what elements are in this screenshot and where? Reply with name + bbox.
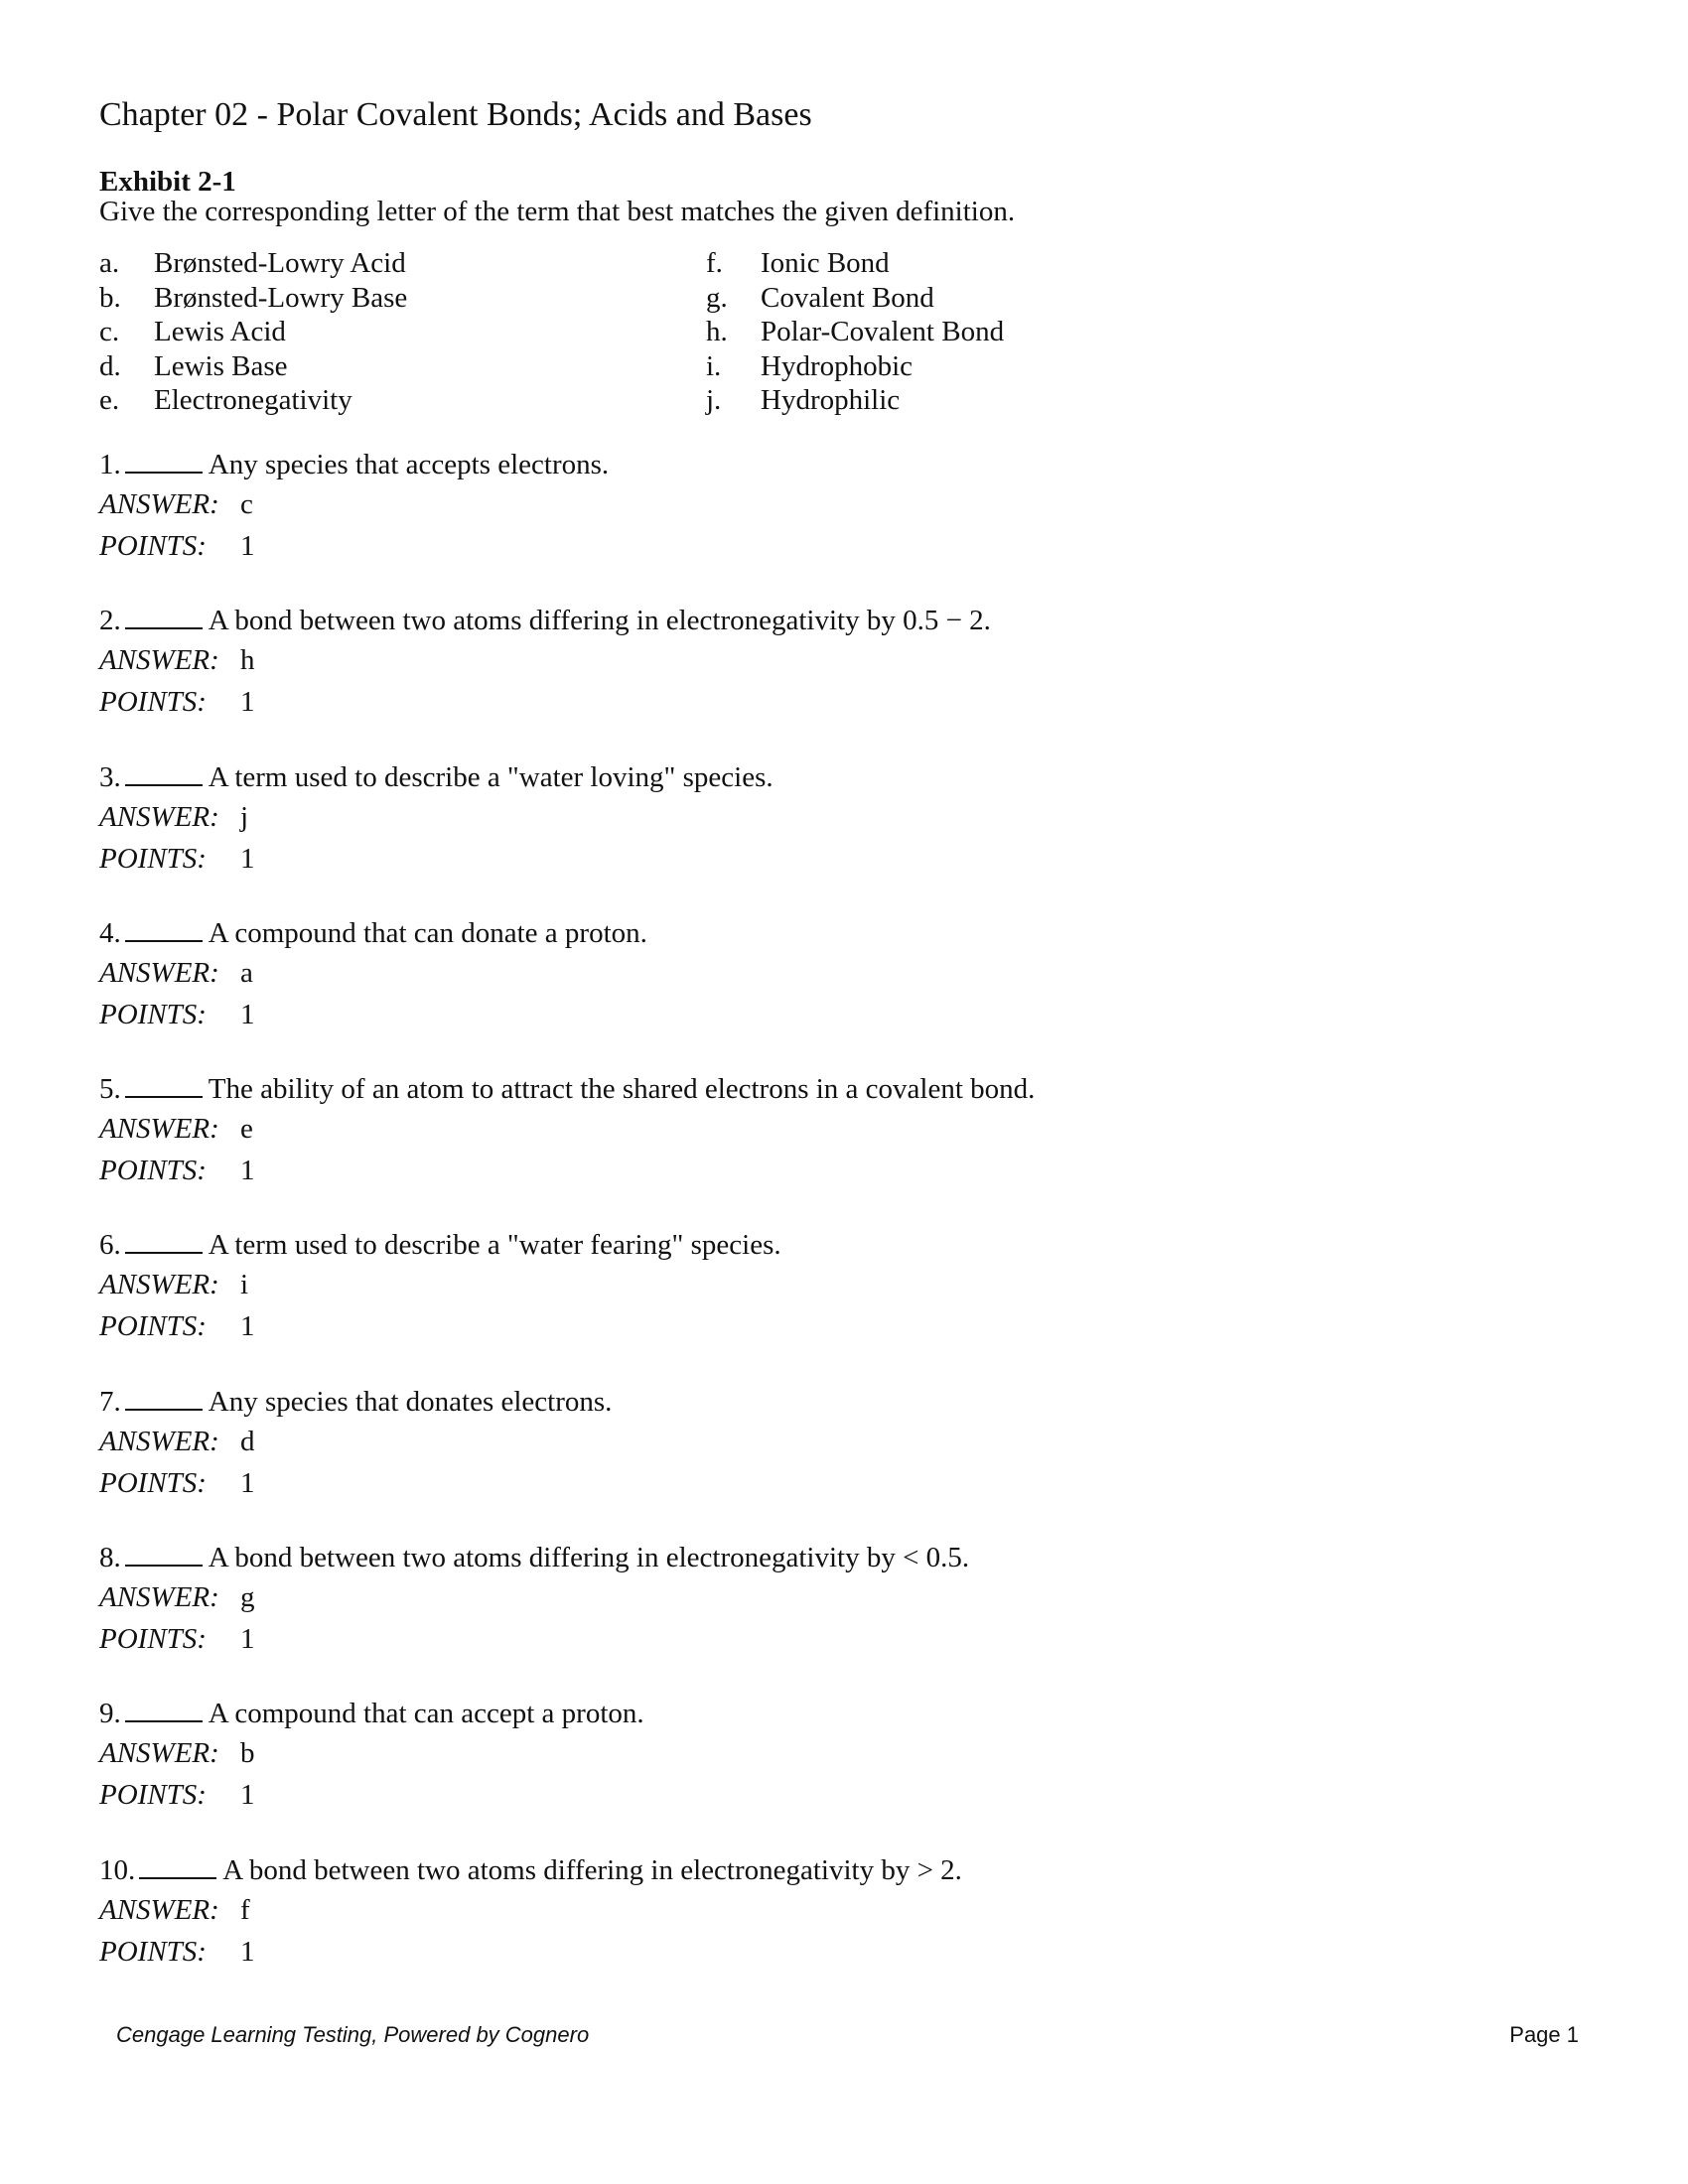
term-text: Lewis Acid bbox=[154, 316, 286, 347]
question-item bbox=[99, 1694, 1035, 1849]
term-letter: d. bbox=[99, 349, 121, 382]
term-text: Polar-Covalent Bond bbox=[761, 316, 1005, 347]
answer-row bbox=[99, 484, 1035, 524]
question-prompt bbox=[99, 913, 1035, 953]
question-number: 2. bbox=[99, 605, 121, 637]
points-label: POINTS: bbox=[99, 1466, 207, 1499]
term-item bbox=[706, 350, 1004, 385]
question-text: A bond between two atoms differing in electronegativity by 0.5 − 2. bbox=[208, 605, 991, 637]
term-text: Hydrophilic bbox=[761, 384, 901, 416]
answer-value: g bbox=[240, 1581, 255, 1614]
points-label: POINTS: bbox=[99, 1310, 207, 1343]
points-row bbox=[99, 839, 1035, 879]
answer-row bbox=[99, 953, 1035, 993]
points-row bbox=[99, 1932, 1035, 1972]
points-value: 1 bbox=[240, 1623, 255, 1656]
answer-row bbox=[99, 1890, 1035, 1930]
answer-blank[interactable] bbox=[125, 1701, 203, 1722]
points-value: 1 bbox=[240, 1779, 255, 1812]
question-prompt bbox=[99, 757, 1035, 797]
answer-value: a bbox=[240, 956, 253, 989]
term-text: Covalent Bond bbox=[761, 281, 934, 314]
term-letter: g. bbox=[706, 281, 728, 314]
answer-row bbox=[99, 1577, 1035, 1617]
term-item bbox=[99, 384, 407, 419]
answer-label: ANSWER: bbox=[99, 1269, 219, 1301]
points-value: 1 bbox=[240, 1935, 255, 1968]
answer-value: b bbox=[240, 1737, 255, 1770]
points-row bbox=[99, 1463, 1035, 1503]
question-number: 6. bbox=[99, 1229, 121, 1262]
answer-label: ANSWER: bbox=[99, 1113, 219, 1146]
points-row bbox=[99, 1775, 1035, 1815]
answer-label: ANSWER: bbox=[99, 644, 219, 677]
question-number: 9. bbox=[99, 1698, 121, 1730]
term-item bbox=[99, 247, 407, 282]
answer-row bbox=[99, 1265, 1035, 1304]
answer-value: d bbox=[240, 1425, 255, 1457]
answer-label: ANSWER: bbox=[99, 956, 219, 989]
question-item bbox=[99, 445, 1035, 601]
answer-row bbox=[99, 797, 1035, 837]
question-text: A term used to describe a "water loving" species. bbox=[208, 760, 774, 793]
answer-label: ANSWER: bbox=[99, 1893, 219, 1926]
answer-label: ANSWER: bbox=[99, 1737, 219, 1770]
question-text: Any species that donates electrons. bbox=[208, 1385, 613, 1418]
points-label: POINTS: bbox=[99, 1779, 207, 1812]
term-letter: f. bbox=[706, 247, 723, 279]
points-value: 1 bbox=[240, 530, 255, 562]
points-label: POINTS: bbox=[99, 998, 207, 1030]
instructions: Give the corresponding letter of the term that best matches the given definition. bbox=[99, 196, 1016, 227]
answer-blank[interactable] bbox=[125, 1076, 203, 1098]
term-letter: c. bbox=[99, 316, 120, 347]
question-item bbox=[99, 1069, 1035, 1225]
term-letter: a. bbox=[99, 247, 120, 279]
term-text: Ionic Bond bbox=[761, 247, 890, 279]
question-prompt bbox=[99, 1694, 1035, 1733]
answer-blank[interactable] bbox=[125, 764, 203, 786]
answer-blank[interactable] bbox=[125, 608, 203, 629]
points-row bbox=[99, 1151, 1035, 1190]
terms-left-column bbox=[99, 247, 407, 419]
answer-value: j bbox=[240, 800, 249, 833]
question-prompt bbox=[99, 1850, 1035, 1890]
question-item bbox=[99, 1850, 1035, 2006]
points-value: 1 bbox=[240, 998, 255, 1030]
points-label: POINTS: bbox=[99, 1155, 207, 1187]
question-number: 8. bbox=[99, 1542, 121, 1574]
answer-blank[interactable] bbox=[125, 1389, 203, 1411]
term-text: Lewis Base bbox=[154, 349, 288, 382]
term-letter: h. bbox=[706, 316, 728, 347]
answer-blank[interactable] bbox=[125, 920, 203, 942]
points-label: POINTS: bbox=[99, 1623, 207, 1656]
footer-credit: Cengage Learning Testing, Powered by Cognero bbox=[116, 2022, 590, 2047]
answer-label: ANSWER: bbox=[99, 1581, 219, 1614]
answer-blank[interactable] bbox=[125, 1545, 203, 1567]
points-label: POINTS: bbox=[99, 842, 207, 875]
answer-value: e bbox=[240, 1113, 253, 1146]
points-value: 1 bbox=[240, 842, 255, 875]
points-value: 1 bbox=[240, 1155, 255, 1187]
question-item bbox=[99, 601, 1035, 756]
question-number: 4. bbox=[99, 916, 121, 949]
points-row bbox=[99, 1619, 1035, 1659]
term-item bbox=[99, 316, 407, 350]
answer-blank[interactable] bbox=[125, 452, 203, 474]
answer-label: ANSWER: bbox=[99, 488, 219, 520]
term-letter: i. bbox=[706, 349, 722, 382]
answer-blank[interactable] bbox=[139, 1857, 216, 1879]
question-text: Any species that accepts electrons. bbox=[208, 449, 610, 480]
points-label: POINTS: bbox=[99, 530, 207, 562]
question-text: A bond between two atoms differing in electronegativity by > 2. bbox=[222, 1853, 962, 1886]
term-text: Hydrophobic bbox=[761, 349, 914, 382]
terms-right-column bbox=[706, 247, 1004, 419]
question-text: A compound that can accept a proton. bbox=[208, 1698, 644, 1730]
term-text: Brønsted-Lowry Base bbox=[154, 281, 408, 314]
answer-row bbox=[99, 1422, 1035, 1461]
question-text: A compound that can donate a proton. bbox=[208, 916, 647, 949]
question-text: The ability of an atom to attract the shared electrons in a covalent bond. bbox=[208, 1073, 1036, 1106]
page-number: Page 1 bbox=[1509, 2022, 1579, 2047]
page-title: Chapter 02 - Polar Covalent Bonds; Acids and Bases bbox=[99, 96, 812, 133]
question-number: 1. bbox=[99, 449, 121, 480]
answer-value: c bbox=[240, 488, 253, 520]
term-letter: b. bbox=[99, 281, 121, 314]
answer-row bbox=[99, 1733, 1035, 1773]
answer-label: ANSWER: bbox=[99, 800, 219, 833]
term-letter: j. bbox=[706, 384, 722, 416]
question-number: 7. bbox=[99, 1385, 121, 1418]
question-prompt bbox=[99, 1382, 1035, 1422]
points-row bbox=[99, 682, 1035, 722]
term-item bbox=[99, 282, 407, 317]
term-item bbox=[706, 247, 1004, 282]
answer-blank[interactable] bbox=[125, 1232, 203, 1254]
answer-label: ANSWER: bbox=[99, 1425, 219, 1457]
points-label: POINTS: bbox=[99, 686, 207, 719]
question-prompt bbox=[99, 601, 1035, 640]
question-number: 10. bbox=[99, 1853, 136, 1886]
question-item bbox=[99, 1382, 1035, 1538]
question-item bbox=[99, 1225, 1035, 1381]
answer-row bbox=[99, 640, 1035, 680]
question-item bbox=[99, 913, 1035, 1069]
question-number: 5. bbox=[99, 1073, 121, 1106]
points-label: POINTS: bbox=[99, 1935, 207, 1968]
term-item bbox=[706, 384, 1004, 419]
points-value: 1 bbox=[240, 686, 255, 719]
answer-value: i bbox=[240, 1269, 249, 1301]
term-item bbox=[706, 282, 1004, 317]
term-item bbox=[706, 316, 1004, 350]
question-number: 3. bbox=[99, 760, 121, 793]
term-text: Electronegativity bbox=[154, 384, 352, 416]
points-row bbox=[99, 995, 1035, 1034]
answer-row bbox=[99, 1109, 1035, 1149]
term-text: Brønsted-Lowry Acid bbox=[154, 247, 406, 279]
term-letter: e. bbox=[99, 384, 120, 416]
question-text: A bond between two atoms differing in electronegativity by < 0.5. bbox=[208, 1542, 970, 1574]
question-item bbox=[99, 1538, 1035, 1694]
points-row bbox=[99, 526, 1035, 566]
question-list bbox=[99, 445, 1035, 2006]
question-prompt bbox=[99, 1069, 1035, 1109]
question-prompt bbox=[99, 445, 1035, 484]
question-item bbox=[99, 757, 1035, 913]
term-item bbox=[99, 350, 407, 385]
question-prompt bbox=[99, 1538, 1035, 1577]
question-text: A term used to describe a "water fearing" species. bbox=[208, 1229, 781, 1262]
points-value: 1 bbox=[240, 1466, 255, 1499]
points-value: 1 bbox=[240, 1310, 255, 1343]
points-row bbox=[99, 1306, 1035, 1346]
exhibit-title: Exhibit 2-1 bbox=[99, 166, 236, 198]
question-prompt bbox=[99, 1225, 1035, 1265]
answer-value: h bbox=[240, 644, 255, 677]
answer-value: f bbox=[240, 1893, 250, 1926]
